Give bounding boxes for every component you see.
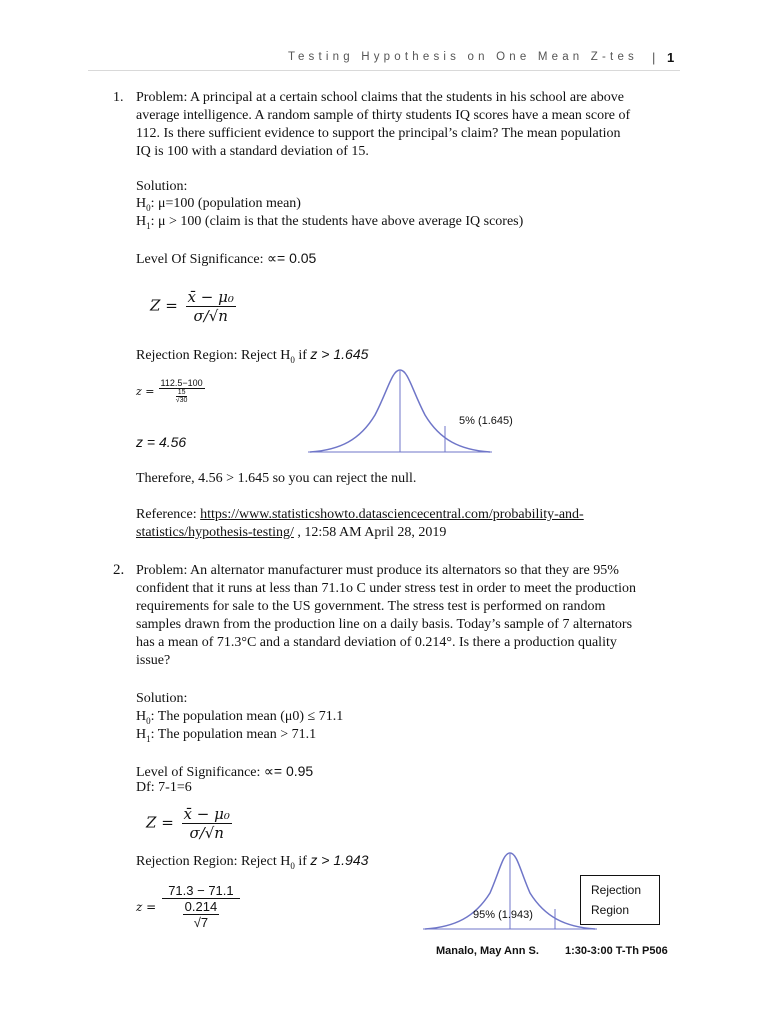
box-line-1: Rejection [591,883,642,897]
header-rule [88,70,680,71]
h0-label: H [136,196,147,211]
formula-denominator: σ/√n [189,824,224,842]
problem-1-text [136,89,681,161]
z-formula-2 [146,805,232,842]
formula-lhs: Z = [146,813,174,832]
h1-statement-2 [136,726,316,748]
significance-value: ∝= 0.95 [263,763,314,779]
rejection-region-2 [136,851,368,875]
h0-text: : μ=100 (population mean) [150,196,301,211]
h0-text: : The population mean (μ0) ≤ 71.1 [150,709,344,724]
h0-subscript: 0 [146,202,151,213]
formula-denominator: σ/√n [193,307,228,325]
reference-link[interactable]: https://www.statisticshowto.datasciencecentral.com/probability-and- [200,507,584,522]
h1-text: : μ > 100 (claim is that the students have above average IQ scores) [150,214,524,229]
reference-1 [136,506,584,524]
reference-link-continued[interactable]: statistics/hypothesis-testing/ [136,525,294,540]
reference-date: , 12:58 AM April 28, 2019 [293,525,447,540]
degrees-of-freedom: Df: 7-1=6 [136,780,192,795]
rejection-subscript: 0 [290,860,295,871]
box-line-2: Region [591,903,630,917]
rejection-expression: z > 1.943 [310,852,369,868]
problem-2-line: confident that it runs at less than 71.1o C under stress test in order to meet the production [136,581,637,596]
calc-2-den-numerator: 0.214 [184,899,218,914]
problem-2-line: has a mean of 71.3°C and a standard deviation of 0.214°. Is there a production quality [136,635,617,650]
z-formula-1 [150,288,236,325]
significance-label: Level Of Significance: [136,252,268,267]
problem-2-line: issue? [136,653,171,668]
h1-statement-1 [136,213,523,235]
running-header-title: Testing Hypothesis on One Mean Z-tes [288,51,638,63]
calc-2-numerator: 71.3 − 71.1 [162,883,239,899]
bell-curve-2 [415,845,605,935]
solution-1-label: Solution: [136,179,188,194]
rejection-region-box [580,875,660,925]
h0-label: H [136,709,147,724]
h1-label: H [136,727,147,742]
calc-1-den-numerator: 15 [177,389,186,396]
footer-author: Manalo, May Ann S. [436,945,539,957]
reference-1-line-2 [136,524,446,542]
reference-label: Reference: [136,507,201,522]
problem-1-number: 1. [113,90,124,105]
problem-1-line: 112. Is there sufficient evidence to support the principal’s claim? The mean population [136,126,621,141]
rejection-label: Rejection Region: Reject H [136,348,291,363]
formula-numerator: x̄ − μ₀ [187,288,234,306]
rejection-if: if [294,854,311,869]
footer-schedule: 1:30-3:00 T-Th P506 [565,945,668,957]
h1-text: : The population mean > 71.1 [150,727,317,742]
curve-1-label: 5% (1.645) [459,415,513,427]
curve-2-label: 95% (1.943) [473,909,533,921]
problem-2-line: requirements for sale to the US government. The stress test is performed on random [136,599,606,614]
problem-2-number: 2. [113,562,125,578]
bell-curve-1 [300,360,500,460]
rejection-if: if [294,348,311,363]
problem-2-line: Problem: An alternator manufacturer must produce its alternators so that they are 95% [136,563,619,578]
h1-subscript: 1 [146,733,151,744]
h1-subscript: 1 [146,220,151,231]
calc-1-numerator: 112.5−100 [160,378,203,388]
rejection-subscript: 0 [290,354,295,365]
problem-2-line: samples drawn from the production line on a daily basis. Today’s sample of 7 alternators [136,617,633,632]
rejection-expression: z > 1.645 [310,346,369,362]
rejection-label: Rejection Region: Reject H [136,854,291,869]
h0-subscript: 0 [146,715,151,726]
problem-2-text [136,562,681,670]
significance-label: Level of Significance: [136,765,264,780]
z-result-1: z = 4.56 [136,434,187,450]
problem-1-line: average intelligence. A random sample of thirty students IQ scores have a mean score of [136,108,631,123]
formula-lhs: Z = [150,296,178,315]
calc-1-den-denominator: √30 [175,397,188,404]
problem-1-line: Problem: A principal at a certain school claims that the students in his school are above [136,90,624,105]
problem-1-line: IQ is 100 with a standard deviation of 15. [136,144,369,159]
page-number: 1 [667,50,675,65]
solution-2-label: Solution: [136,691,188,706]
conclusion-1: Therefore, 4.56 > 1.645 so you can reject the null. [136,471,417,486]
z-calculation-2: z = $\frac{71.3 - 71.1}{\frac{0.214}{√7}}$ [136,883,240,930]
calc-2-den-denominator: √7 [193,915,209,930]
significance-1 [136,249,316,269]
h1-label: H [136,214,147,229]
z-calculation-1: z = $\frac{112.5-100}{\frac{15}{√30}}$ [136,378,203,404]
header-separator: | [652,50,656,65]
significance-value: ∝= 0.05 [267,250,317,266]
formula-numerator: x̄ − μ₀ [183,805,230,823]
